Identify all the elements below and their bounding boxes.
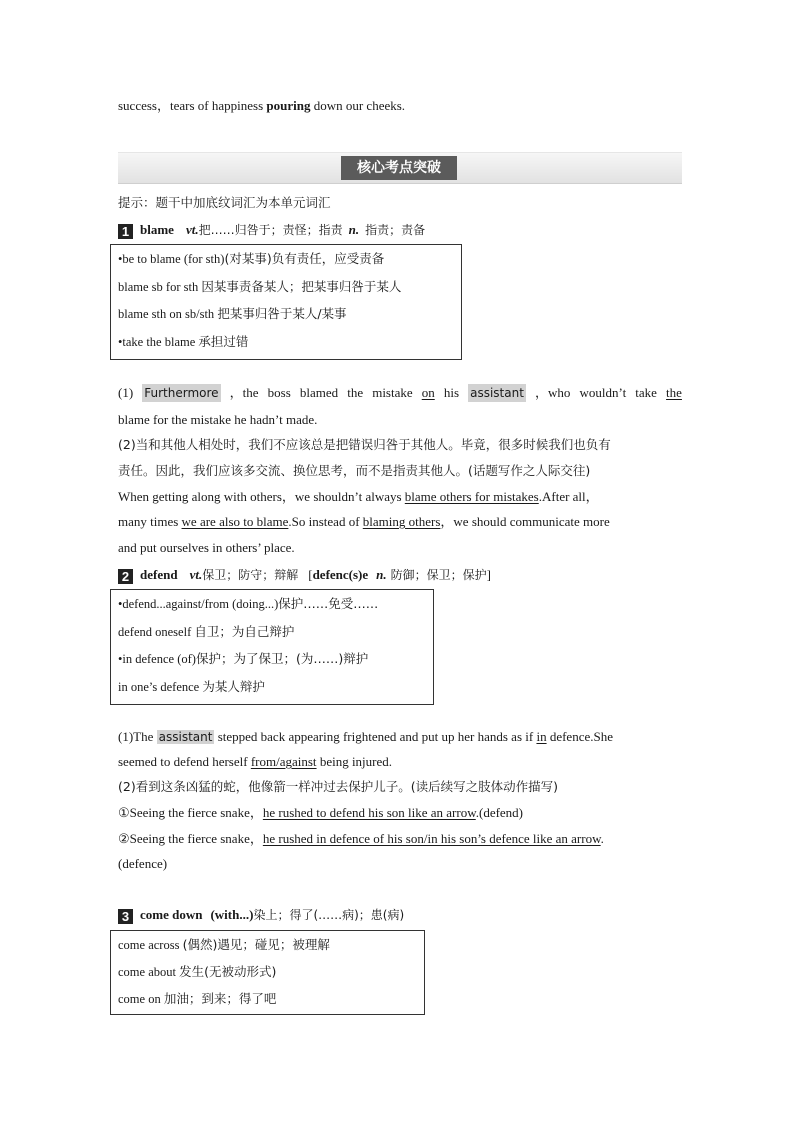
ex2-answer2 xyxy=(118,830,604,848)
text: seemed to defend herself xyxy=(118,754,251,769)
word: his xyxy=(443,385,459,400)
section-2-phrase-box xyxy=(110,589,434,705)
section-1-number: 1 xyxy=(118,224,133,239)
ex1-q1-line2: blame for the mistake he hadn’t made. xyxy=(118,412,318,427)
phrase-en: come about xyxy=(118,965,180,979)
ex1-q1-line1 xyxy=(118,384,682,402)
word: take xyxy=(635,385,657,400)
word: the xyxy=(347,385,364,400)
ex2-q1-line1 xyxy=(118,728,613,746)
vocab-highlight: assistant xyxy=(158,730,213,744)
section-banner: 核心考点突破 xyxy=(341,156,457,180)
section-3-word: come down xyxy=(140,907,203,922)
section-2-heading xyxy=(118,566,491,584)
phrase-row xyxy=(118,250,384,268)
phrase-en: •be to blame (for sth) xyxy=(118,252,225,266)
phrase-row xyxy=(118,595,378,613)
text: stepped back appearing frightened and put up her hands as if xyxy=(214,729,537,744)
phrase-zh: (对某事)负有责任，应受责备 xyxy=(224,251,385,266)
phrase-zh: 保护；为了保卫；(为……)辩护 xyxy=(195,651,369,666)
section-2-pos: vt. xyxy=(189,567,203,582)
answer-blank: the xyxy=(666,385,682,400)
phrase-zh: 发生(无被动形式) xyxy=(179,964,277,979)
text: (1)The xyxy=(118,729,157,744)
phrase-zh: 承担过错 xyxy=(198,334,249,349)
section-1-word: blame xyxy=(140,222,174,237)
text: . xyxy=(600,831,604,846)
intro-post: down our cheeks. xyxy=(310,98,406,113)
vocab-highlight: Furthermore xyxy=(144,386,219,400)
section-3-phrase-box xyxy=(110,930,425,1015)
ex2-q2-zh: (2)看到这条凶猛的蛇，他像箭一样冲过去保护儿子。(读后续写之肢体动作描写) xyxy=(118,779,558,794)
ex1-answer-line1 xyxy=(118,488,599,506)
bracket: ] xyxy=(486,567,491,582)
intro-pre: success，tears of happiness xyxy=(118,98,267,113)
section-2-extra-pos: n. xyxy=(376,567,387,582)
section-1-pos2: n. xyxy=(348,222,360,237)
intro-bold-word: pouring xyxy=(266,98,311,113)
text: .After all， xyxy=(538,489,599,504)
phrase-zh: 自卫；为自己辩护 xyxy=(194,624,295,639)
section-2-extra-meaning: 防御；保卫；保护 xyxy=(390,568,487,582)
answer-blank: blaming others xyxy=(362,514,441,529)
section-2-meaning: 保卫；防守；辩解 xyxy=(202,568,299,582)
ex1-q2-zh-line2: 责任。因此，我们应该多交流、换位思考，而不是指责其他人。(话题写作之人际交往) xyxy=(118,463,591,478)
bracket: [ xyxy=(308,567,313,582)
tip-text: 提示：题干中加底纹词汇为本单元词汇 xyxy=(118,195,331,210)
answer-blank: in xyxy=(536,729,547,744)
ex1-q2-zh-line1: (2)当和其他人相处时，我们不应该总是把错误归咎于其他人。毕竟，很多时候我们也负有 xyxy=(118,437,611,452)
text: ，we should communicate more xyxy=(440,514,610,529)
word: boss xyxy=(267,385,291,400)
phrase-zh: (偶然)遇见；碰见；被理解 xyxy=(182,937,330,952)
phrase-en: come across xyxy=(118,938,183,952)
text: defence.She xyxy=(546,729,613,744)
text: When getting along with others，we shouldn’t always xyxy=(118,489,405,504)
section-2-extra-word: defenc(s)e xyxy=(312,567,369,582)
word: ，who xyxy=(535,385,571,400)
phrase-en: •take the blame xyxy=(118,335,199,349)
phrase-zh: 保护……免受…… xyxy=(278,596,379,611)
ex1-answer-line2 xyxy=(118,513,610,531)
phrase-en: •in defence (of) xyxy=(118,652,196,666)
section-1-heading xyxy=(118,221,425,239)
phrase-row xyxy=(118,333,248,351)
answer-blank: on xyxy=(421,385,435,400)
answer-blank: blame others for mistakes xyxy=(404,489,539,504)
phrase-zh: 把某事归咎于某人/某事 xyxy=(217,306,347,321)
word: blamed xyxy=(299,385,339,400)
vocab-highlight: assistant xyxy=(470,386,524,400)
section-3-number: 3 xyxy=(118,909,133,924)
phrase-en: blame sb for sth xyxy=(118,280,202,294)
word: mistake xyxy=(372,385,413,400)
phrase-row xyxy=(118,623,294,641)
text: being injured. xyxy=(316,754,393,769)
phrase-zh: 为某人辩护 xyxy=(202,679,265,694)
section-1-meaning: 把……归咎于；责怪；指责 xyxy=(198,223,343,237)
ex2-answer2-line2: (defence) xyxy=(118,856,168,871)
word: ，the xyxy=(229,385,259,400)
phrase-row xyxy=(118,936,330,954)
text: many times xyxy=(118,514,182,529)
section-3-paren: (with...) xyxy=(210,907,254,922)
text: .(defend) xyxy=(475,805,524,820)
phrase-row xyxy=(118,305,347,323)
phrase-row xyxy=(118,990,276,1008)
ex2-answer1 xyxy=(118,804,523,822)
text: ①Seeing the fierce snake， xyxy=(118,805,263,820)
phrase-zh: 因某事责备某人；把某事归咎于某人 xyxy=(201,279,402,294)
phrase-en: •defend...against/from (doing...) xyxy=(118,597,279,611)
ex1-answer-line3: and put ourselves in others’ place. xyxy=(118,540,295,555)
phrase-en: in one’s defence xyxy=(118,680,203,694)
section-2-word: defend xyxy=(140,567,178,582)
phrase-row xyxy=(118,650,368,668)
text: ②Seeing the fierce snake， xyxy=(118,831,263,846)
section-1-meaning2: 指责；责备 xyxy=(365,223,426,237)
word: (1) xyxy=(118,385,134,400)
phrase-row xyxy=(118,278,401,296)
intro-line xyxy=(118,97,405,115)
phrase-en: defend oneself xyxy=(118,625,195,639)
phrase-row xyxy=(118,963,276,981)
word: wouldn’t xyxy=(579,385,627,400)
answer-blank: we are also to blame xyxy=(181,514,289,529)
section-1-pos: vt. xyxy=(185,222,199,237)
phrase-en: blame sth on sb/sth xyxy=(118,307,218,321)
answer-blank: from/against xyxy=(250,754,317,769)
text: .So instead of xyxy=(288,514,363,529)
phrase-row xyxy=(118,678,265,696)
ex2-q1-line2 xyxy=(118,753,392,771)
answer-blank: he rushed in defence of his son/in his son’s defence like an arrow xyxy=(262,831,601,846)
phrase-zh: 加油；到来；得了吧 xyxy=(163,991,277,1006)
section-3-heading xyxy=(118,906,404,924)
phrase-en: come on xyxy=(118,992,164,1006)
section-3-meaning: 染上；得了(……病)；患(病) xyxy=(253,908,405,922)
answer-blank: he rushed to defend his son like an arrow xyxy=(262,805,476,820)
section-2-number: 2 xyxy=(118,569,133,584)
section-1-phrase-box xyxy=(110,244,462,360)
